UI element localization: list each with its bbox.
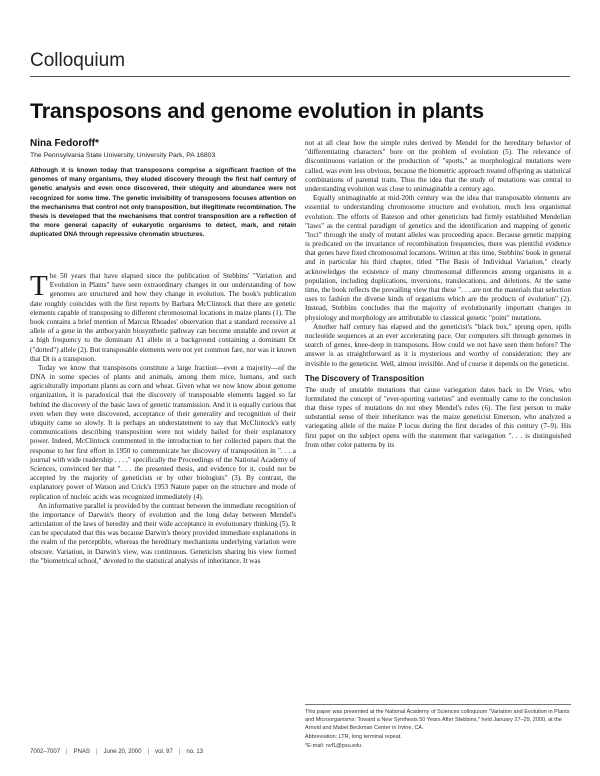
footnotes (305, 704, 571, 751)
article-title: Transposons and genome evolution in plants (30, 99, 484, 123)
body-paragraph: Another half century has elapsed and the geneticist's "black box," sprung open, spills nucleotide sequences at an ever accelerating pace. Our computers sift through genomes in search of genes, knee-deep in transposons. How could we not have seen them before? The answer is as straightforward as it is mysterious and worthy of consideration: they are invisible to the geneticist. Well, almost invisible. And of course it depends on the geneticist. (305, 322, 571, 368)
footer-volume: vol. 97 (155, 749, 173, 755)
body-paragraph: An informative parallel is provided by the contrast between the immediate recognition of the importance of Darwin's theory of evolution and the long delay between Mendel's articulation of the laws of heredity and their wide acceptance in evolutionary thinking (5). It can be speculated that this was because Darwin's theory provided immediate explanations in the realm of the perceptible, whereas the hereditary mechanisms underlying variation were obscure. Variation, in Darwin's view, was continuous. Geneticists sharing his view formed the "biometrical school," devoted to the statistical analysis of inheritance. It was (30, 501, 296, 565)
footer-separator: | (178, 749, 181, 755)
author-affiliation: The Pennsylvania State University, University Park, PA 16803 (30, 152, 216, 159)
footer-separator: | (66, 749, 68, 755)
footer-separator: | (95, 749, 98, 755)
footer-pages: 7002–7007 (30, 749, 61, 755)
right-column (305, 139, 571, 450)
footer-journal: PNAS (73, 749, 90, 755)
body-paragraph: Today we know that transposons constitute a large fraction—even a majority—of the DNA in some species of plants and animals, among them mice, humans, and such agriculturally important plants as corn and wheat. Given what we now know about genome organization, it is paradoxical that the discovery of transposable elements lagged so far behind the discovery of the basic laws of genetic transmission. And it is equally curious that even when they were discovered, acceptance of their generality and recognition of their ubiquity came so slowly. It is perhaps an understatement to say that McClintock's early communications describing transposition were not widely hailed for their explanatory power. Indeed, McClintock commented in the introduction to her collected papers that the response to her first effort in 1950 to communicate her discovery of transposition in ". . . a journal with wide readership . . . ," specifically the Proceedings of the National Academy of Sciences, convinced her that ". . . the presented thesis, and evidence for it, could not be accepted by the majority of geneticists or by other biologists" (3). By contrast, the explanatory power of Watson and Crick's 1953 Nature paper on the structure and mode of replication of nucleic acids was recognized immediately (4). (30, 363, 296, 501)
footnote-email: *E-mail: nvf1@psu.edu. (305, 743, 363, 749)
footnote-abbreviation: Abbreviation: LTR, long terminal repeat. (305, 734, 402, 740)
page-footer (30, 749, 203, 755)
body-paragraph: Equally unimaginable at mid-20th century was the idea that transposable elements are essential to understanding chromosome structure and evolution, much less organismal evolution. The efforts of Bateson and other geneticists had firmly established Mendelian "laws" as the central paradigm of genetics and the identification and mapping of genetic "loci" through the study of mutant alleles was proceeding apace. Because genetic mapping is predicated on the invariance of recombination frequencies, there was plentiful evidence that genes have fixed chromosomal locations. Written at this time, Stebbins' book in general and in particular his third chapter, titled "The Basis of Individual Variation," clearly acknowledges the existence of many chromosomal differences among organisms in a population, including duplications, inversions, translocations, and deletions. At the same time, the book reflects the prevailing view that these ". . . are not the materials that selection uses to fashion the diverse kinds of organisms which are the products of evolution" (2). Instead, Stebbins concludes that the majority of evolutionarily important changes in physiology and morphology are attributable to classical genetic "point" mutations. (305, 194, 571, 322)
footnote-colloquium: This paper was presented at the National Academy of Sciences colloquium "Variation and Evolution in Plants and Microorganisms: Toward a New Synthesis 50 Years After Stebbins," held January 27–29, 2000, at the Arnold and Mabel Beckman Center in Irvine, CA. (305, 709, 570, 731)
abstract: Although it is known today that transposons comprise a significant fraction of the genomes of many organisms, they eluded discovery through the first half century of genetic analysis and even once discovered, their ubiquity and abundance were not recognized for some time. The genetic invisibility of transposons focuses attention on the mechanisms that control not only transposition, but illegitimate recombination. The thesis is developed that the mechanisms that control transposition are a reflection of the more general capacity of eukaryotic organisms to detect, mark, and retain duplicated DNA through repressive chromatin structures. (30, 167, 296, 239)
footer-separator: | (147, 749, 150, 755)
body-paragraph: The study of unstable mutations that cause variegation dates back to De Vries, who formulated the concept of "ever-sporting varieties" and eventually came to the conclusion that these types of mutations do not obey Mendel's rules (6). The first person to make substantial sense of their inheritance was the maize geneticist Emerson, who analyzed a variegating allele of the maize P locus during the first decades of this century (7–9). His first paper on the subject opens with the statement that variegation ". . . is distinguished from other color patterns by its (305, 385, 571, 449)
body-paragraph: not at all clear how the simple rules derived by Mendel for the hereditary behavior of "differentiating characters" bore on the problem of evolution (5). The relevance of discontinuous variation or the production of "sports," as morphological mutations were called, was even less obvious, because the biometric approach treated offspring as statistical combinations of parental traits. Thus the idea that the study of mutations was central to understanding evolution was close to unimaginable a century ago. (305, 139, 571, 193)
footer-issue: no. 13 (186, 749, 204, 755)
intro-text: he 50 years that have elapsed since the publication of Stebbins' "Variation and Evolution in Plants" have seen extraordinary changes in our understanding of how genomes are structured and how they change in evolution. The book's publication date roughly coincides with the first reports by Barbara McClintock that there are genetic elements capable of transposing to different chromosomal locations in maize plants (1). The book contains a brief mention of Marcus Rhoades' observation that a standard recessive a1 allele of a gene in the anthocyanin biosynthetic pathway can become unstable and revert at a high frequency to the dominant A1 allele in a background containing a dominant Dt ("dotted") allele (2). But transposable elements were not yet common fare, nor was it known that Dt is a transposon. (30, 272, 296, 363)
header-rule (30, 76, 570, 77)
drop-cap: T (30, 270, 48, 302)
left-column (30, 272, 296, 566)
section-heading: The Discovery of Transposition (305, 373, 425, 383)
intro-paragraph (30, 272, 296, 364)
section-label: Colloquium (30, 50, 126, 71)
author-name: Nina Fedoroff* (30, 138, 99, 149)
footer-date: June 20, 2000 (103, 749, 142, 755)
